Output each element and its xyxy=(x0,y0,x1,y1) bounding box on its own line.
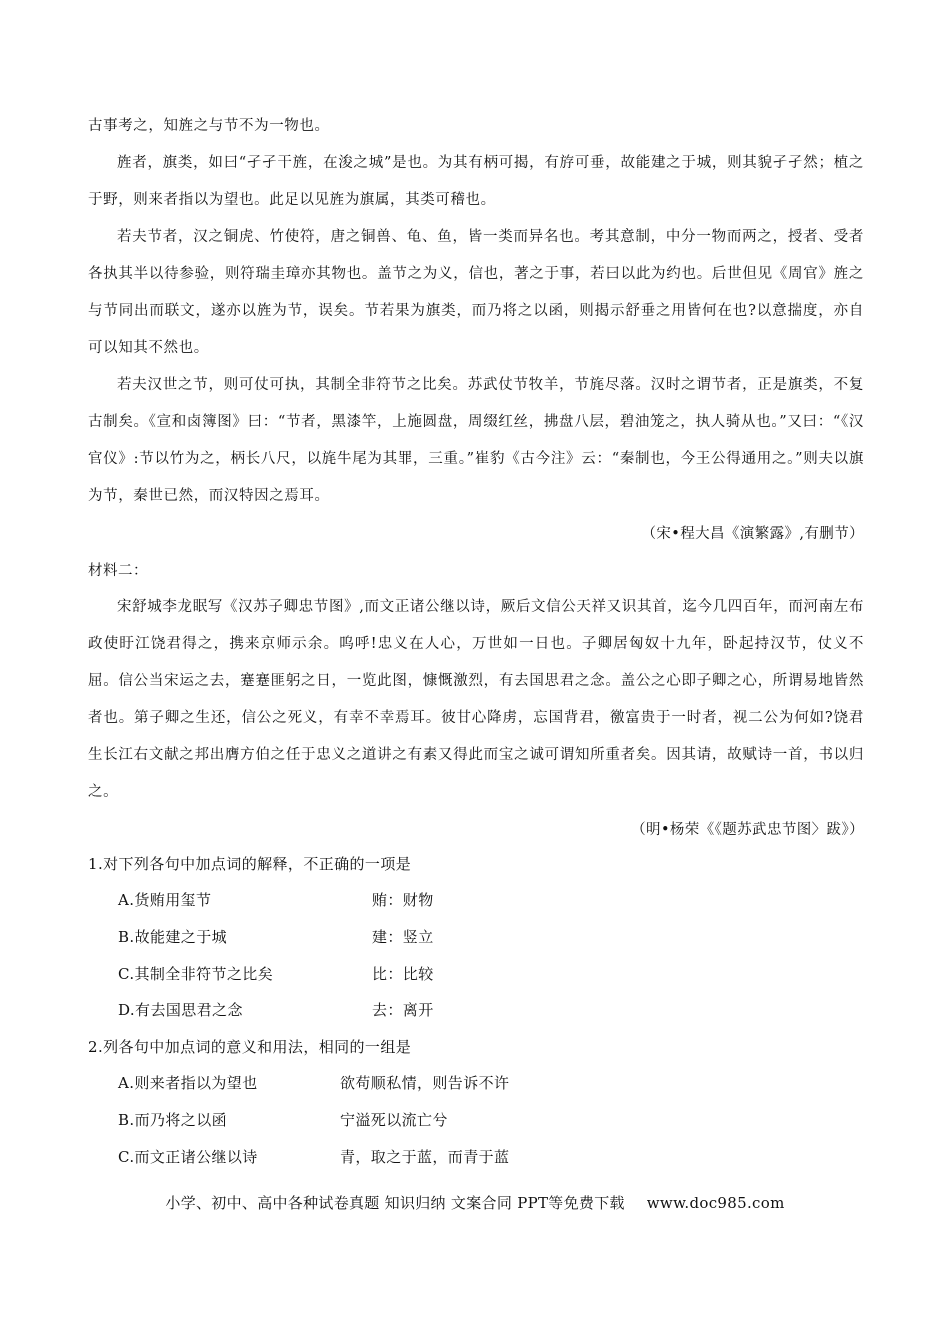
passage1-paragraph-2: 若夫节者，汉之铜虎、竹使符，唐之铜兽、龟、鱼，皆一类而异名也。考其意制，中分一物而两之，授者、受者各执其半以待参验，则符瑞圭璋亦其物也。盖节之为义，信也，著之于事，若曰以此为约也。后世但见《周官》旌之与节同出而联文，遂亦以旌为节，误矣。节若果为旗类，而乃将之以函，则揭示舒垂之用皆何在也?以意揣度，亦自可以知其不然也。 xyxy=(88,229,864,356)
question-1-stem: 1.对下列各句中加点词的解释，不正确的一项是 xyxy=(88,855,412,873)
question-2-option-a: A.则来者指以为望也 xyxy=(118,1074,258,1092)
passage1-paragraph-0: 古事考之，知旌之与节不为一物也。 xyxy=(88,118,330,134)
passage1-paragraph-1: 旌者，旗类，如曰“孑孑干旌，在浚之城”是也。为其有柄可揭，有斿可垂，故能建之于城，则其貌孑孑然；植之于野，则来者指以为望也。此足以见旌为旗属，其类可稽也。 xyxy=(88,155,864,208)
question-1-option-d-gloss: 去：离开 xyxy=(372,1001,434,1019)
question-2-option-c: C.而文正诸公继以诗 xyxy=(118,1148,258,1166)
question-2-option-b: B.而乃将之以函 xyxy=(118,1111,227,1129)
footer-text: 小学、初中、高中各种试卷真题 知识归纳 文案合同 PPT等免费下载 xyxy=(165,1194,625,1212)
question-1-option-d: D.有去国思君之念 xyxy=(118,1001,243,1019)
passage2-paragraph: 宋舒城李龙眠写《汉苏子卿忠节图》,而文正诸公继以诗，厥后文信公天祥又识其首，迄今几四百年，而河南左布政使盱江饶君得之，携来京师示余。呜呼!忠义在人心，万世如一日也。子卿居匈奴十九年，卧起持汉节，仗义不屈。信公当宋运之去，蹇蹇匪躬之日，一览此图，慷慨激烈，有去国思君之念。盖公之心即子卿之心，所谓易地皆然者也。第子卿之生还，信公之死义，有幸不幸焉耳。彼甘心降虏，忘国背君，徼富贵于一时者，视二公为何如?饶君生长江右文献之邦出膺方伯之任于忠义之道讲之有素又得此而宝之诚可谓知所重者矣。因其请，故赋诗一首，书以归之。 xyxy=(88,599,864,800)
question-2-stem: 2.列各句中加点词的意义和用法，相同的一组是 xyxy=(88,1038,412,1056)
question-1-option-b: B.故能建之于城 xyxy=(118,928,227,946)
page-footer xyxy=(0,1192,950,1213)
footer-url[interactable]: www.doc985.com xyxy=(646,1194,785,1212)
question-1-option-a-gloss: 贿：财物 xyxy=(372,891,434,909)
question-1-option-b-gloss: 建：竖立 xyxy=(372,928,434,946)
question-1-option-a: A.货贿用玺节 xyxy=(118,891,212,909)
question-2-option-a-pair: 欲苟顺私情，则告诉不许 xyxy=(340,1074,510,1092)
question-2-option-c-pair: 青，取之于蓝，而青于蓝 xyxy=(340,1148,510,1166)
passage1-source: （宋•程大昌《演繁露》,有删节） xyxy=(641,526,864,542)
question-1-option-c-gloss: 比：比较 xyxy=(372,965,434,983)
passage2-source: （明•杨荣《《题苏武忠节图〉跋》） xyxy=(631,822,864,838)
question-2-option-b-pair: 宁溢死以流亡兮 xyxy=(340,1111,448,1129)
passage1-paragraph-3: 若夫汉世之节，则可仗可执，其制全非符节之比矣。苏武仗节牧羊，节旄尽落。汉时之谓节者，正是旗类，不复古制矣。《宣和卤簿图》曰：“节者，黑漆竿，上施圆盘，周缀红丝，拂盘八层，碧油笼之，执人骑从也。”又曰：“《汉官仪》:节以竹为之，柄长八尺，以旄牛尾为其罪，三重。”崔豹《古今注》云：“秦制也，今王公得通用之。”则夫以旗为节，秦世已然，而汉特因之焉耳。 xyxy=(88,377,864,504)
question-1-option-c: C.其制全非符节之比矣 xyxy=(118,965,274,983)
passage2-label: 材料二： xyxy=(88,563,148,579)
